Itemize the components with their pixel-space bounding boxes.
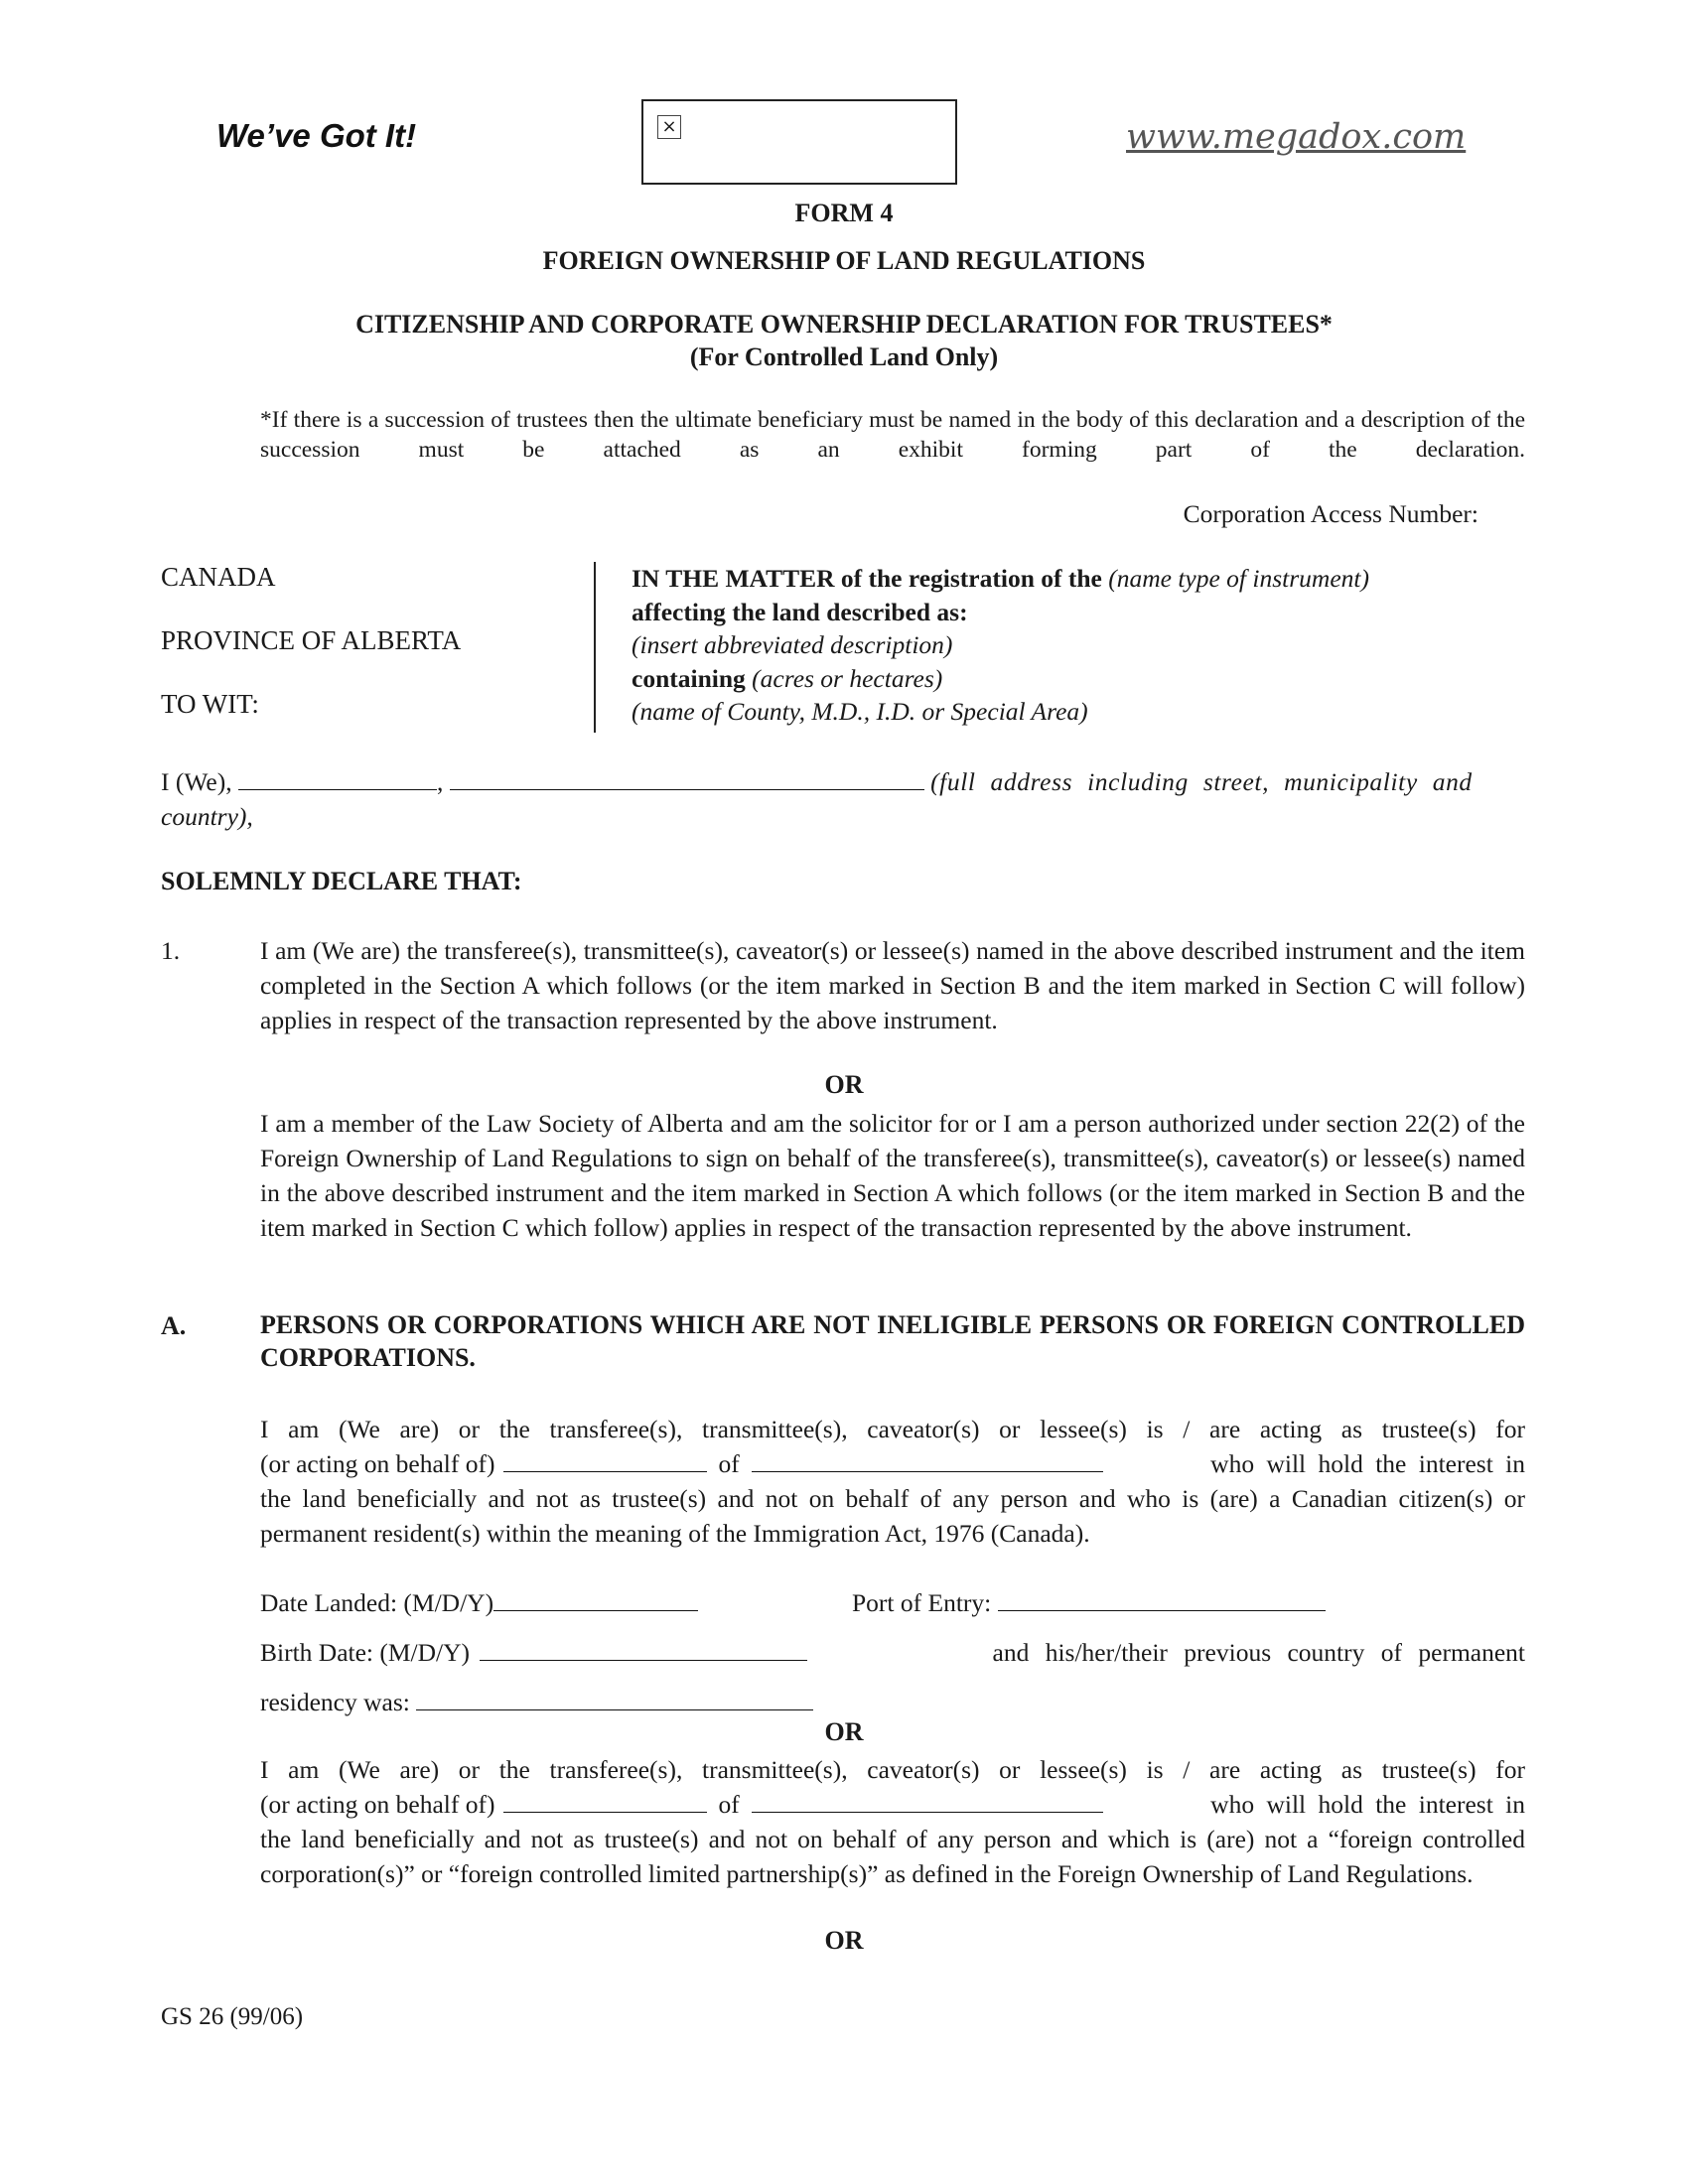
item-1-para-2: I am a member of the Law Society of Alberta and am the solicitor for or I am a person authorized under section 22(2) of the Foreign Ownership of Land Regulations to sign on behalf of the transferee(s), transmittee(s), caveator(s) or lessee(s) named in the above described instrument and the item marked in Section A which follows (or the item marked in Section B and the item marked in Section C which follow) applies in respect of the transaction represented by the above instrument. [260,1109,1525,1242]
section-a-p2-line2: (or acting on behalf of) of who will hold the interest in [260,1790,1525,1819]
form-title: FOREIGN OWNERSHIP OF LAND REGULATIONS [542,246,1146,275]
or-separator: OR [824,1926,864,1955]
address-hint-cont: country), [161,802,253,831]
section-a-heading: PERSONS OR CORPORATIONS WHICH ARE NOT INELIGIBLE PERSONS OR FOREIGN CONTROLLED CORPORATIONS. [260,1310,1525,1372]
port-of-entry-row: Port of Entry: [852,1585,1326,1620]
section-a-p1-line2: (or acting on behalf of) of who will hold the interest in [260,1449,1525,1478]
section-a-p2-rest: the land beneficially and not as trustee(s) and not on behalf of any person and which is (are) not a “foreign controlled corporation(s)” or “foreign controlled limited partnership(s)” as defined in the Foreign Ownership of Land Regulations. [260,1825,1525,1888]
beneficiary-address-field-2[interactable] [752,1788,1103,1813]
section-a-p2-line1: I am (We are) or the transferee(s), transmittee(s), caveator(s) or lessee(s) is / are acting as trustee(s) for [260,1755,1525,1784]
port-of-entry-field[interactable] [998,1586,1326,1611]
beneficiary-name-field-2[interactable] [503,1788,707,1813]
date-landed-row: Date Landed: (M/D/Y) [260,1585,698,1620]
to-wit: TO WIT: [161,689,259,719]
section-a-letter: A. [161,1311,187,1340]
date-landed-field[interactable] [493,1586,698,1611]
matter-lead: IN THE MATTER of the registration of the [632,564,1102,593]
declarant-line: I (We), , (full address including street, municipality and [161,767,1473,796]
residency-field[interactable] [416,1686,813,1710]
matter-block [632,562,1525,729]
section-a-p1-rest: the land beneficially and not as trustee(s) and not on behalf of any person and who is (are) a Canadian citizen(s) or permanent resident(s) within the meaning of the Immigration Act, 1976 (Canada). [260,1484,1525,1548]
logo-placeholder [641,99,957,185]
item-1-number: 1. [161,936,181,965]
corporation-access-label: Corporation Access Number: [1183,499,1478,528]
beneficiary-address-field[interactable] [752,1447,1103,1472]
land-described-label: affecting the land described as: [632,597,968,626]
address-field[interactable] [450,765,924,790]
area-hint: (acres or hectares) [752,663,943,693]
birth-date-field[interactable] [480,1636,807,1661]
form-code: GS 26 (99/06) [161,2003,304,2030]
name-field[interactable] [238,765,437,790]
containing-label: containing [632,663,746,693]
solemnly-declare: SOLEMNLY DECLARE THAT: [161,867,522,895]
website-link[interactable]: www.megadox.com [1126,117,1467,157]
county-hint: (name of County, M.D., I.D. or Special Area) [632,697,1088,726]
address-hint: (full address including street, municipality and [930,767,1473,796]
item-1-para-1: I am (We are) the transferee(s), transmittee(s), caveator(s) or lessee(s) named in the above described instrument and the item completed in the Section A which follows (or the item marked in Section B and the item marked in Section C will follow) applies in respect of the transaction represented by the above instrument. [260,936,1525,1034]
form-subtitle: CITIZENSHIP AND CORPORATE OWNERSHIP DECLARATION FOR TRUSTEES* [355,310,1333,339]
instrument-type-hint: (name type of instrument) [1108,564,1369,593]
country: CANADA [161,562,276,592]
beneficiary-name-field[interactable] [503,1447,707,1472]
divider-line [594,562,596,733]
or-separator: OR [824,1070,864,1099]
declarant-prefix: I (We), [161,767,232,796]
section-a-p1-line1: I am (We are) or the transferee(s), transmittee(s), caveator(s) or lessee(s) is / are acting as trustee(s) for [260,1415,1525,1443]
footnote: *If there is a succession of trustees then the ultimate beneficiary must be named in the body of this declaration and a description of the succession must be attached as an exhibit forming part of the declaration. [260,407,1525,463]
birth-date-row: Birth Date: (M/D/Y) and his/her/their previous country of permanent [260,1638,1525,1667]
description-hint: (insert abbreviated description) [632,630,953,659]
form-number: FORM 4 [794,199,894,227]
slogan: We’ve Got It! [216,117,417,154]
or-separator: OR [824,1717,864,1746]
province: PROVINCE OF ALBERTA [161,625,462,655]
form-subtitle-note: (For Controlled Land Only) [689,342,999,371]
residency-row: residency was: [260,1685,813,1719]
broken-image-icon: × [657,115,681,139]
